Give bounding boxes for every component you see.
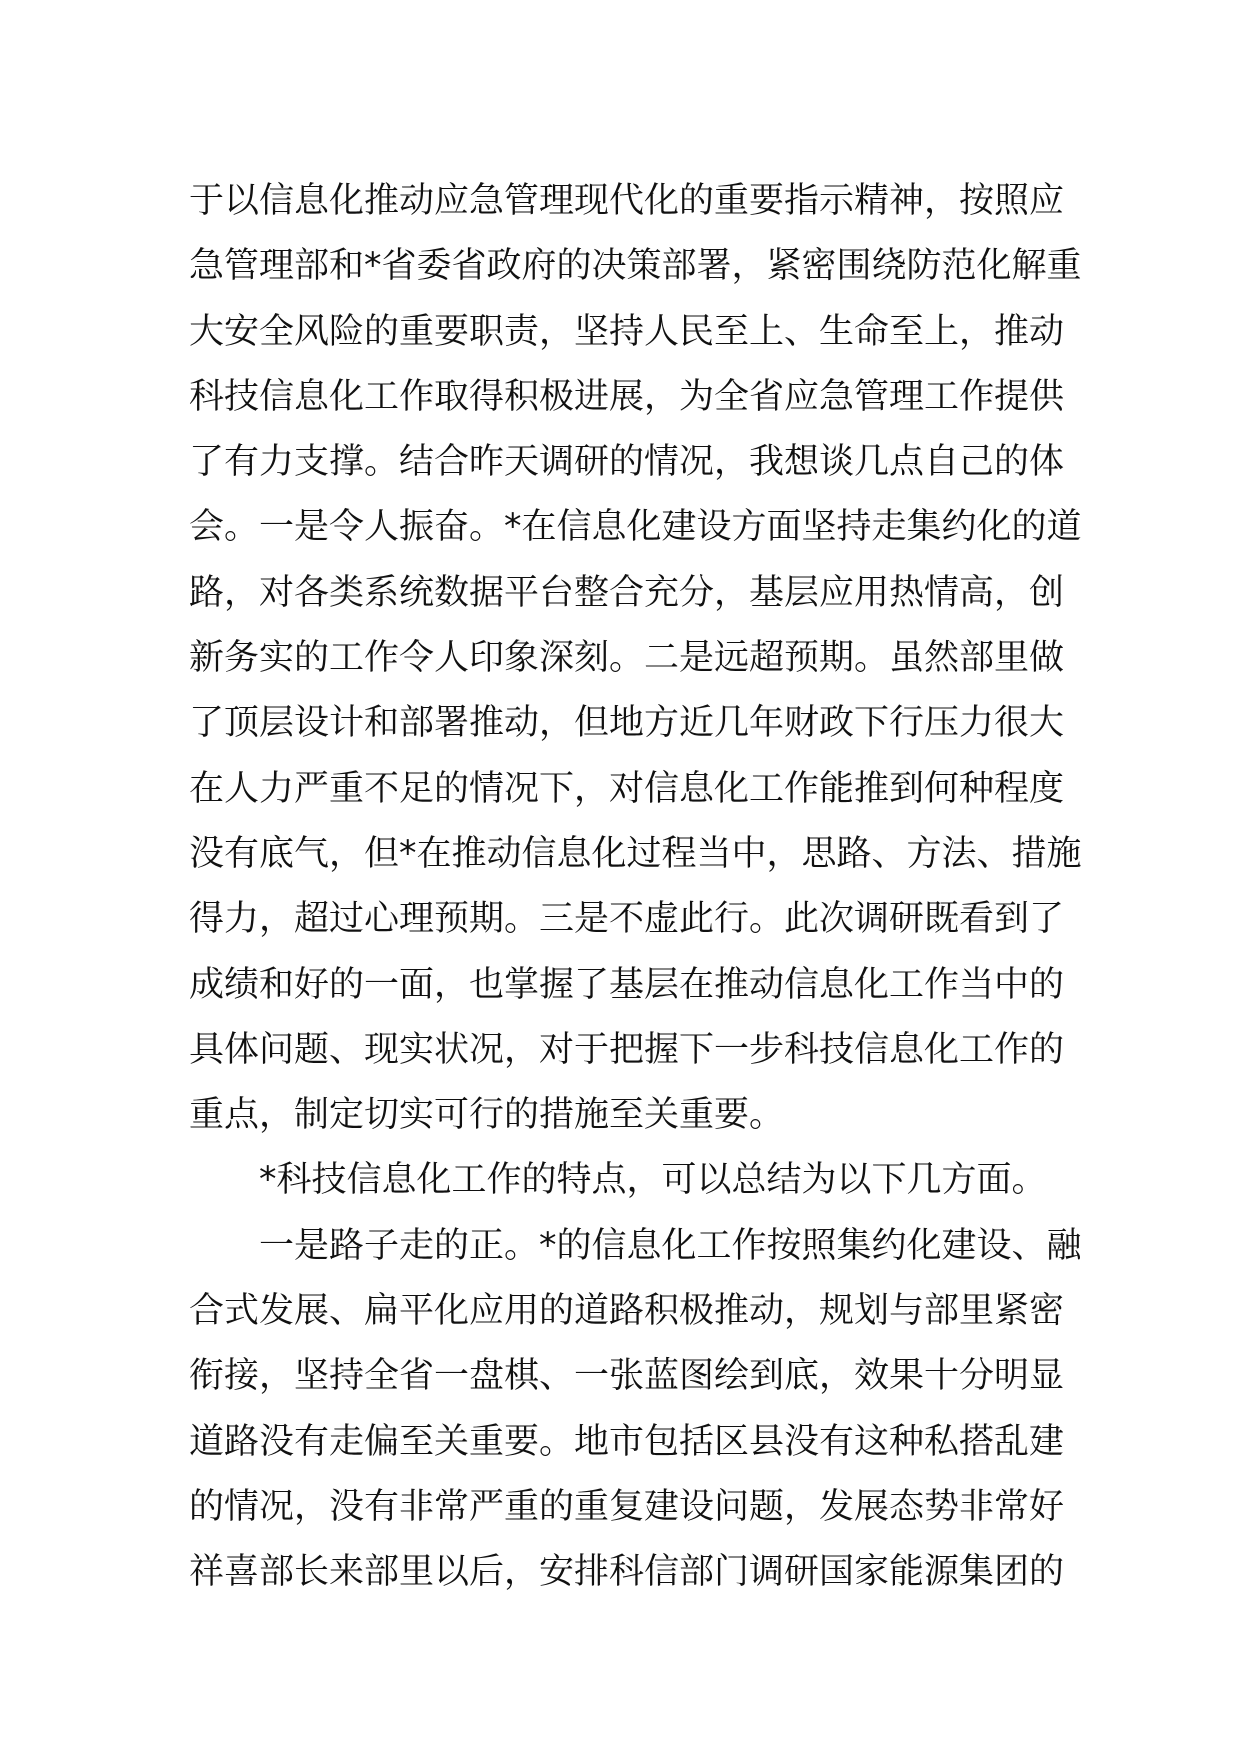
text-line-19: 衔接，坚持全省一盘棋、一张蓝图绘到底，效果十分明显 (189, 1356, 1065, 1397)
text-line-14: 具体问题、现实状况，对于把握下一步科技信息化工作的 (189, 1029, 1065, 1070)
text-line-11: 没有底气，但*在推动信息化过程当中，思路、方法、措施 (189, 833, 1082, 874)
text-line-2: 急管理部和*省委省政府的决策部署，紧密围绕防范化解重 (189, 246, 1082, 287)
text-line-15: 重点，制定切实可行的措施至关重要。 (189, 1095, 785, 1136)
body-text (189, 169, 1082, 1606)
text-line-18: 合式发展、扁平化应用的道路积极推动，规划与部里紧密 (189, 1291, 1065, 1332)
text-line-8: 新务实的工作令人印象深刻。二是远超预期。虽然部里做 (189, 638, 1065, 679)
text-line-3: 大安全风险的重要职责，坚持人民至上、生命至上，推动 (189, 311, 1065, 352)
text-line-22: 祥喜部长来部里以后，安排科信部门调研国家能源集团的 (189, 1552, 1065, 1593)
text-line-10: 在人力严重不足的情况下，对信息化工作能推到何种程度 (189, 768, 1065, 809)
text-line-21: 的情况，没有非常严重的重复建设问题，发展态势非常好 (189, 1486, 1065, 1527)
text-line-7: 路，对各类系统数据平台整合充分，基层应用热情高，创 (189, 572, 1065, 613)
text-line-16: *科技信息化工作的特点，可以总结为以下几方面。 (259, 1160, 1047, 1201)
text-line-13: 成绩和好的一面，也掌握了基层在推动信息化工作当中的 (189, 964, 1065, 1005)
text-line-1: 于以信息化推动应急管理现代化的重要指示精神，按照应 (189, 181, 1065, 221)
text-line-9: 了顶层设计和部署推动，但地方近几年财政下行压力很大 (189, 703, 1065, 744)
text-line-5: 了有力支撑。结合昨天调研的情况，我想谈几点自己的体 (189, 442, 1065, 483)
text-line-4: 科技信息化工作取得积极进展，为全省应急管理工作提供 (189, 376, 1065, 417)
text-line-20: 道路没有走偏至关重要。地市包括区县没有这种私搭乱建 (189, 1421, 1065, 1462)
text-line-12: 得力，超过心理预期。三是不虚此行。此次调研既看到了 (189, 899, 1065, 940)
text-line-6: 会。一是令人振奋。*在信息化建设方面坚持走集约化的道 (189, 507, 1082, 548)
text-line-17: 一是路子走的正。*的信息化工作按照集约化建设、融 (259, 1225, 1082, 1266)
